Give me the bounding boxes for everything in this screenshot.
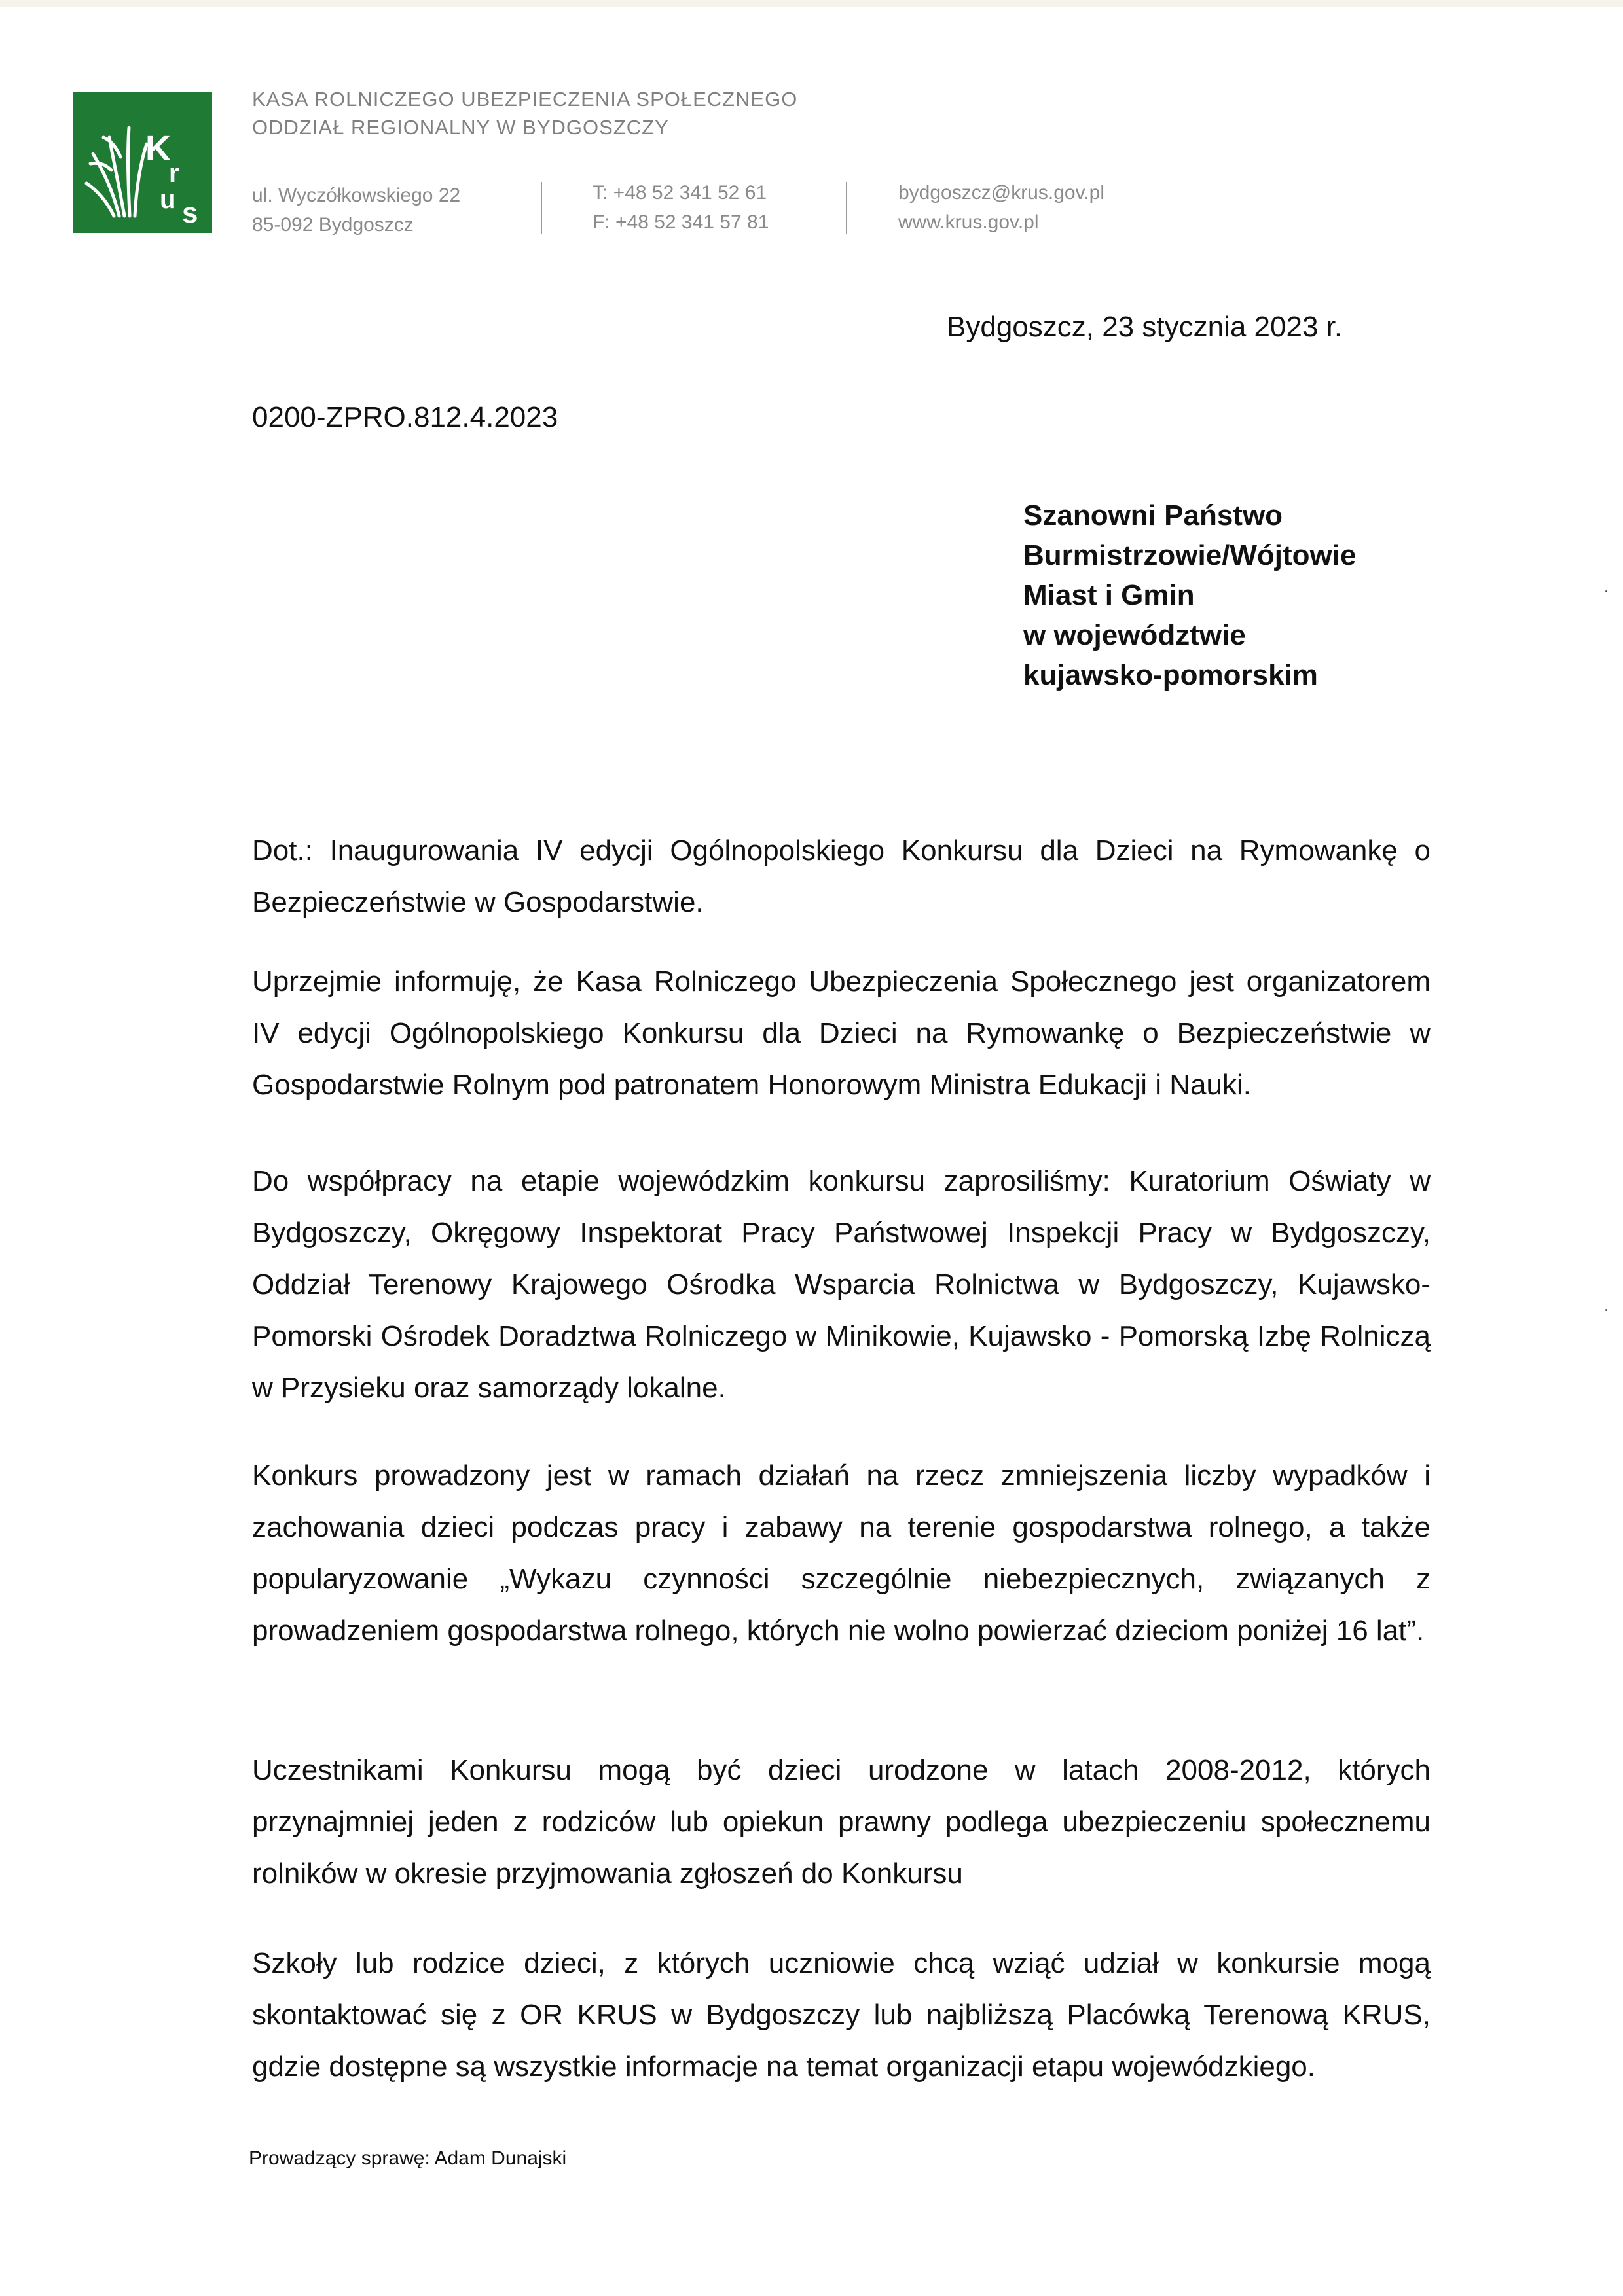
body-paragraph: Uczestnikami Konkursu mogą być dzieci urodzone w latach 2008-2012, których przynajmniej jeden z rodziców lub opiekun prawny podlega ubezpieczeniu społecznemu rolników w okresie przyjmowania zgłoszeń do Konkursu — [252, 1754, 1431, 1890]
svg-text:s: s — [182, 197, 198, 229]
place-date: Bydgoszcz, 23 stycznia 2023 r. — [947, 311, 1343, 343]
body-paragraph: Do współpracy na etapie wojewódzkim konkursu zaprosiliśmy: Kuratorium Oświaty w Bydgoszczy, Okręgowy Inspektorat Pracy Państwowej Inspekcji Pracy w Bydgoszczy, Oddział Terenowy Krajowego Ośrodka Wsparcia Rolnictwa w Bydgoszczy, Kujawsko-Pomorski Ośrodek Doradztwa Rolniczego w Minikowie, Kujawsko - Pomorską Izbę Rolniczą w Przysieku oraz samorządy lokalne. — [252, 1165, 1431, 1404]
handled-by-note: Prowadzący sprawę: Adam Dunajski — [249, 2147, 567, 2169]
address-street: ul. Wyczółkowskiego 22 — [252, 185, 461, 206]
addressee-line: Burmistrzowie/Wójtowie — [1023, 539, 1357, 571]
addressee-block — [1023, 495, 1356, 695]
addressee-line: Szanowni Państwo — [1023, 499, 1283, 531]
phone-number: T: +48 52 341 52 61 — [593, 182, 767, 204]
svg-text:u: u — [160, 185, 176, 214]
svg-text:r: r — [169, 159, 179, 188]
org-name-line2: ODDZIAŁ REGIONALNY W BYDGOSZCZY — [252, 116, 669, 139]
address-block — [252, 181, 460, 240]
krus-logo — [73, 92, 212, 233]
header-divider — [846, 182, 847, 234]
online-contact-block — [898, 178, 1104, 237]
header-divider — [541, 182, 542, 234]
scan-mark — [1605, 1309, 1607, 1311]
subject-line: Dot.: Inaugurowania IV edycji Ogólnopolskiego Konkursu dla Dzieci na Rymowankę o Bezpieczeństwie w Gospodarstwie. — [252, 834, 1431, 918]
svg-text:K: K — [145, 129, 171, 168]
organization-name — [252, 85, 797, 141]
address-city: 85-092 Bydgoszcz — [252, 214, 414, 236]
page-top-edge — [0, 0, 1623, 7]
addressee-line: w województwie — [1023, 619, 1246, 651]
org-name-line1: KASA ROLNICZEGO UBEZPIECZENIA SPOŁECZNEGO — [252, 88, 798, 111]
fax-number: F: +48 52 341 57 81 — [593, 211, 769, 233]
body-paragraph: Konkurs prowadzony jest w ramach działań na rzecz zmniejszenia liczby wypadków i zachowania dzieci podczas pracy i zabawy na terenie gospodarstwa rolnego, a także popularyzowanie „Wykazu czynności szczególnie niebezpiecznych, związanych z prowadzeniem gospodarstwa rolnego, których nie wolno powierzać dzieciom poniżej 16 lat”. — [252, 1460, 1431, 1647]
email-address: bydgoszcz@krus.gov.pl — [898, 182, 1105, 204]
body-paragraph: Szkoły lub rodzice dzieci, z których uczniowie chcą wziąć udział w konkursie mogą skontaktować się z OR KRUS w Bydgoszczy lub najbliższą Placówką Terenową KRUS, gdzie dostępne są wszystkie informacje na temat organizacji etapu wojewódzkiego. — [252, 1947, 1431, 2083]
case-reference: 0200-ZPRO.812.4.2023 — [252, 401, 558, 433]
phone-block — [593, 178, 769, 237]
website-address: www.krus.gov.pl — [898, 211, 1039, 233]
addressee-line: kujawsko-pomorskim — [1023, 659, 1318, 691]
addressee-line: Miast i Gmin — [1023, 579, 1195, 611]
body-paragraph: Uprzejmie informuję, że Kasa Rolniczego Ubezpieczenia Społecznego jest organizatorem IV edycji Ogólnopolskiego Konkursu dla Dzieci na Rymowankę o Bezpieczeństwie w Gospodarstwie Rolnym pod patronatem Honorowym Ministra Edukacji i Nauki. — [252, 965, 1431, 1101]
scan-mark — [1605, 590, 1607, 592]
